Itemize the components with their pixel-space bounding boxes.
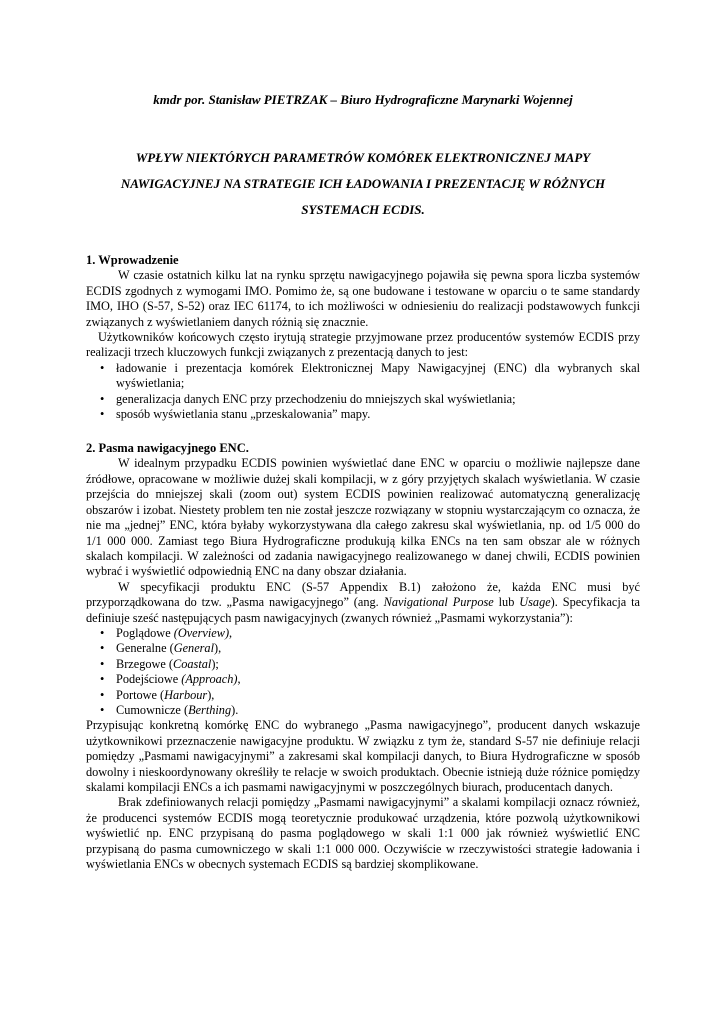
title-line: SYSTEMACH ECDIS. xyxy=(301,202,425,218)
bands-list xyxy=(86,626,640,718)
paragraph: Brak zdefiniowanych relacji pomiędzy „Pasmami nawigacyjnymi” a skalami kompilacji oznacz również, że producenci systemów ECDIS mogą teoretycznie produkować urządzenia, które pozwolą użytkownikowi wyświetlić np. ENC przypisaną do pasma poglądowego w skali 1:1 000 jak również wyświetlić ENC przypisaną do pasma cumowniczego w skali 1:1 000 000. Oczywiście w rzeczywistości strategie ładowania i wyświetlania ENCs w obecnych systemach ECDIS są bardziej skomplikowane. xyxy=(86,795,640,872)
list-item xyxy=(86,672,640,687)
paragraph xyxy=(86,580,640,626)
text-run: ). Specyfikacja ta definiuje sześć następujących pasm nawigacyjnych (zwanych również „Pasmami wykorzystania”): xyxy=(86,595,641,625)
band-name: Podejściowe xyxy=(116,672,182,687)
title-line: NAWIGACYJNEJ NA STRATEGIE ICH ŁADOWANIA I PREZENTACJĘ W RÓŻNYCH xyxy=(120,176,606,192)
bullet-list xyxy=(86,361,640,423)
band-name: Poglądowe xyxy=(116,625,174,640)
band-punct: ). xyxy=(231,702,239,717)
band-english: Berthing xyxy=(188,702,232,717)
paragraph: W czasie ostatnich kilku lat na rynku sprzętu nawigacyjnego pojawiła się pewna spora liczba systemów ECDIS zgodnych z wymogami IMO. Pomimo że, są one budowane i testowane w oparciu o te same standardy IMO, IHO (S-57, S-52) oraz IEC 61174, to ich możliwości w odniesieniu do realizacji podstawowych funkcji związanych z wyświetlaniem danych różnią się znacznie. xyxy=(86,268,640,329)
band-name: Generalne ( xyxy=(116,641,174,656)
band-english: (Overview) xyxy=(173,625,230,640)
list-item xyxy=(86,641,640,656)
list-item: • sposób wyświetlania stanu „przeskalowania” mapy. xyxy=(86,407,640,422)
text-run: W specyfikacji produktu ENC (S-57 Appendix B.1) założono że, każda ENC musi być przyporządkowana do tzw. „Pasma nawigacyjnego” (ang. xyxy=(86,579,640,610)
band-punct: ); xyxy=(211,656,219,671)
list-item xyxy=(86,688,640,703)
band-punct: ), xyxy=(207,687,215,702)
band-name: Cumownicze ( xyxy=(116,702,189,717)
list-item xyxy=(86,626,640,641)
paragraph: Użytkowników końcowych często irytują strategie przyjmowane przez producentów systemów ECDIS przy realizacji trzech kluczowych funkcji związanych z prezentacją danych to jest: xyxy=(86,330,640,360)
list-item: • ładowanie i prezentacja komórek Elektronicznej Mapy Nawigacyjnej (ENC) dla wybranych skal wyświetlania; xyxy=(86,361,640,392)
title-line: WPŁYW NIEKTÓRYCH PARAMETRÓW KOMÓREK ELEKTRONICZNEJ MAPY xyxy=(135,150,591,166)
list-item: • generalizacja danych ENC przy przechodzeniu do mniejszych skal wyświetlania; xyxy=(86,392,640,407)
document-title xyxy=(86,145,640,223)
text-run: Navigational Purpose xyxy=(383,595,494,610)
paragraph: W idealnym przypadku ECDIS powinien wyświetlać dane ENC w oparciu o możliwie najlepsze dane źródłowe, opracowane w możliwie dużej skali kompilacji, w z góry przyjętych skalach wyświetlania. W czasie przejścia do mniejszej skali (zoom out) system ECDIS powinien realizować automatyczną generalizację obszarów i izobat. Niestety problem ten nie został jeszcze rozwiązany w stopniu wystarczającym co oznacza, że nie ma „jednej” ENC, która byłaby wykorzystywana dla całego zakresu skal wyświetlania, np. od 1/5 000 do 1/1 000 000. Zamiast tego Biura Hydrograficzne produkują kilka ENCs na ten sam obszar ale w różnych skalach kompilacji. W zależności od zadania nawigacyjnego realizowanego w danej chwili, ECDIS powinien wybrać i wyświetlić odpowiednią ENC na dany obszar działania. xyxy=(86,456,640,579)
band-name: Portowe ( xyxy=(116,687,165,702)
author-line: kmdr por. Stanisław PIETRZAK – Biuro Hydrograficzne Marynarki Wojennej xyxy=(153,92,573,107)
paragraph: Przypisując konkretną komórkę ENC do wybranego „Pasma nawigacyjnego”, producent danych wskazuje użytkownikowi przeznaczenie nawigacyjne produktu. W związku z tym że, standard S-57 nie definiuje relacji pomiędzy „Pasmami nawigacyjnymi” a zakresami skal kompilacji danych, to Biura Hydrograficzne w sposób dowolny i nieskoordynowany określiły te relacje w swoich produktach. Obecnie istnieją duże różnice pomiędzy skalami kompilacji ENCs a ich pasmami nawigacyjnymi w poszczególnych biurach, producentach danych. xyxy=(86,718,640,794)
list-item xyxy=(86,703,640,718)
section-heading-navigation-bands: 2. Pasma nawigacyjnego ENC. xyxy=(86,441,249,456)
band-english: Coastal xyxy=(173,656,212,671)
band-punct: , xyxy=(229,625,233,640)
band-punct: , xyxy=(237,672,241,687)
band-english: General xyxy=(173,641,214,656)
text-run: lub xyxy=(493,595,520,610)
document-page xyxy=(86,92,640,872)
band-name: Brzegowe ( xyxy=(116,656,174,671)
band-english: Harbour xyxy=(164,687,208,702)
list-item xyxy=(86,657,640,672)
band-punct: ), xyxy=(214,641,222,656)
text-run: Usage xyxy=(519,595,551,610)
section-heading-introduction: 1. Wprowadzenie xyxy=(86,253,179,268)
band-english: (Approach) xyxy=(181,672,238,687)
